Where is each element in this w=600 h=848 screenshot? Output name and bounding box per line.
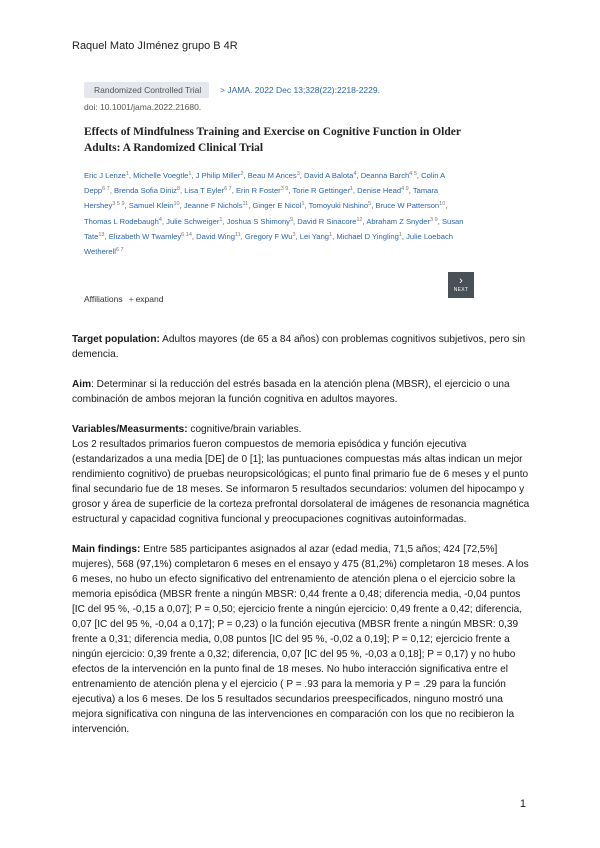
chevron-right-icon: >	[220, 85, 225, 95]
next-label: NEXT	[453, 287, 469, 293]
article-card	[72, 72, 480, 312]
author-affiliation-sup[interactable]: 6 7	[115, 247, 124, 254]
author-affiliation-sup[interactable]: 4 5	[409, 171, 417, 177]
author-separator: ,	[408, 186, 413, 196]
author-affiliation-sup[interactable]: 4	[158, 216, 162, 223]
author-separator: ,	[288, 186, 293, 196]
author-separator: ,	[362, 216, 367, 226]
journal-citation[interactable]	[220, 82, 380, 98]
author-link[interactable]: Julie Schweiger	[166, 216, 220, 226]
author-affiliation-sup[interactable]: 10	[173, 201, 180, 208]
findings-text: Entre 585 participantes asignados al azar (edad media, 71,5 años; 424 [72,5%] mujeres), 568 (97,1%) completaron 6 meses en el ensayo y 475 (81,2%) completaron 18 meses. A los 6 meses, no hubo un efecto significativo del entrenamiento de atención plena o el ejercicio sobre la memoria episódica (MBSR frente a ningún MBSR: 0,44 frente a 0,48; diferencia media, -0,04 puntos [IC del 95 %, -0,15 a 0,07]; P = 0,50; ejercicio frente a ningún ejercicio: 0,49 frente a 0,42; diferencia, 0,07 [IC del 95 %, -0,04 a 0,17]; P = 0,23) o la función ejecutiva (MBSR frente a ningún MBSR: 0,39 frente a 0,31; diferencia media, 0,08 puntos [IC del 95 %, -0,02 a 0,19]; P = 0,12; ejercicio frente a ningún ejercicio: 0,39 frente a 0,32; diferencia, 0,07 [IC del 95 %, -0,03 a 0,18]; P = 0,17) y no hubo efectos de la intervención en la punto final de 18 meses. No hubo interacción significativa entre el entrenamiento de atención plena y el ejercicio ( P = .93 para la memoria y P = .29 para la función ejecutiva) a los 6 meses. De los 5 resultados secundarios preespecificados, ninguno mostró una mejora significativa con ninguna de las intervenciones en comparación con los que no recibieron la intervención.	[72, 544, 529, 735]
author-separator: ,	[191, 231, 197, 241]
target-population	[72, 332, 532, 362]
author-affiliation-sup[interactable]: 5	[368, 201, 372, 208]
page-number: 1	[519, 798, 526, 810]
author-separator: ,	[240, 231, 245, 241]
author-link[interactable]: Lisa T Eyler	[184, 186, 225, 196]
author-link[interactable]: Tomoyuki Nishino	[308, 201, 369, 211]
author-affiliation-sup[interactable]: 6 7	[102, 186, 110, 193]
author-link[interactable]: Tamara Hershey	[84, 186, 439, 211]
author-affiliation-sup[interactable]: 3	[296, 171, 300, 177]
main-findings	[72, 542, 532, 737]
target-text: Adultos mayores (de 65 a 84 años) con problemas cognitivos subjetivos, pero sin demencia.	[72, 334, 526, 360]
author-affiliation-sup[interactable]: 10	[439, 201, 446, 208]
author-separator: ,	[332, 231, 337, 241]
author-affiliation-sup[interactable]: 3 9	[430, 216, 438, 223]
author-list	[84, 168, 464, 259]
author-link[interactable]: Jeanne F Nichols	[183, 201, 243, 211]
author-affiliation-sup[interactable]: 11	[242, 201, 249, 208]
author-separator: ,	[179, 201, 184, 211]
author-separator: ,	[124, 201, 129, 211]
author-separator: ,	[109, 186, 115, 196]
author-separator: ,	[222, 216, 227, 226]
author-link[interactable]: Susan Tate	[84, 216, 464, 241]
author-affiliation-sup[interactable]: 1	[188, 171, 192, 177]
variables-text: Los 2 resultados primarios fueron compuestos de memoria episódica y función ejecutiva (estandarizados a una media [DE] de 0 [1]; las puntuaciones compuestas más altas indican un mejor rendimiento cognitivo) de pruebas neuropsicológicas; el punto final primario fue de 6 meses y el punto final secundario fue de 18 meses. Se informaron 5 resultados secundarios: volumen del hipocampo y grosor y área de superficie de la corteza prefrontal dorsolateral de imágenes de resonancia magnética estructural y capacidad cognitiva funcional y preocupaciones cognitivas autoinformadas.	[72, 439, 530, 525]
author-separator: ,	[371, 201, 376, 211]
author-separator: ,	[191, 171, 196, 180]
author-link[interactable]: Lei Yang	[299, 231, 330, 241]
author-link[interactable]: Colin A Depp	[84, 171, 445, 196]
author-affiliation-sup[interactable]: 9	[289, 216, 294, 223]
plus-icon[interactable]: +	[128, 294, 134, 304]
author-link[interactable]: Michael D Yingling	[336, 231, 399, 241]
author-affiliation-sup[interactable]: 4	[353, 171, 357, 177]
doi: doi: 10.1001/jama.2022.21680.	[84, 102, 202, 112]
author-separator: ,	[352, 186, 358, 196]
author-link[interactable]: Thomas L Rodebaugh	[84, 216, 159, 226]
author-link[interactable]: Julie Loebach Wetherell	[84, 231, 453, 257]
affiliations-label: Affiliations	[84, 294, 123, 304]
author-link[interactable]: Eric J Lenze	[84, 171, 126, 180]
author-link[interactable]: David R Sinacore	[297, 216, 357, 226]
author-link[interactable]: Michelle Voegtle	[133, 171, 189, 180]
author-separator: ,	[445, 201, 448, 211]
author-separator: ,	[128, 171, 134, 180]
author-affiliation-sup[interactable]: 8	[176, 186, 181, 193]
variables	[72, 422, 532, 527]
author-affiliation-sup[interactable]: 1	[301, 201, 305, 208]
target-label: Target population:	[72, 334, 160, 345]
author-affiliation-sup[interactable]: 3 5 9	[112, 201, 125, 208]
author-affiliation-sup[interactable]: 1	[219, 216, 223, 223]
author-separator: ,	[299, 171, 304, 180]
author-affiliation-sup[interactable]: 1	[398, 231, 402, 238]
next-button[interactable]	[448, 272, 474, 298]
author-link[interactable]: David Wing	[196, 231, 235, 241]
author-separator: ,	[248, 201, 253, 211]
author-affiliation-sup[interactable]: 4 9	[401, 186, 409, 193]
author-affiliation-sup[interactable]: 12	[356, 216, 363, 223]
page-header: Raquel Mato JIménez grupo B 4R	[72, 40, 238, 52]
author-link[interactable]: Gregory F Wu	[244, 231, 293, 241]
author-separator: ,	[293, 216, 298, 226]
author-affiliation-sup[interactable]: 13	[98, 231, 105, 238]
author-link[interactable]: Beau M Ances	[247, 171, 297, 180]
summary-body	[72, 332, 532, 752]
author-link[interactable]: Deanna Barch	[360, 171, 410, 180]
author-affiliation-sup[interactable]: 1	[349, 186, 353, 193]
author-link[interactable]: Bruce W Patterson	[375, 201, 440, 211]
author-separator: ,	[231, 186, 236, 196]
author-separator: ,	[401, 231, 407, 241]
author-separator: ,	[180, 186, 185, 196]
author-affiliation-sup[interactable]: 6 7	[224, 186, 232, 193]
findings-label: Main findings:	[72, 544, 141, 555]
author-separator: ,	[437, 216, 442, 226]
author-link[interactable]: Elizabeth W Twamley	[108, 231, 182, 241]
author-affiliation-sup[interactable]: 6 14	[181, 231, 192, 238]
author-link[interactable]: Denise Head	[357, 186, 402, 196]
author-affiliation-sup[interactable]: 1	[329, 231, 333, 238]
author-affiliation-sup[interactable]: 1	[125, 171, 129, 177]
variables-intro: cognitive/brain variables.	[190, 424, 302, 435]
author-separator: ,	[161, 216, 167, 226]
author-link[interactable]: Erin R Foster	[235, 186, 281, 196]
expand-link[interactable]: expand	[135, 294, 164, 304]
aim-text: : Determinar si la reducción del estrés basada en la atención plena (MBSR), el ejercicio o una combinación de ambos mejoran la función cognitiva en adultos mayores.	[72, 379, 510, 405]
variables-label: Variables/Measurments:	[72, 424, 188, 435]
citation-text: JAMA. 2022 Dec 13;328(22):2218-2229.	[227, 85, 380, 95]
author-separator: ,	[304, 201, 309, 211]
aim-label: Aim	[72, 379, 92, 390]
author-affiliation-sup[interactable]: 11	[234, 231, 241, 238]
author-link[interactable]: Brenda Sofia Diniz	[114, 186, 177, 196]
author-separator: ,	[243, 171, 248, 180]
author-link[interactable]: Samuel Klein	[128, 201, 174, 211]
article-title: Effects of Mindfulness Training and Exercise on Cognitive Function in Older Adults: A Randomized Clinical Trial	[84, 126, 461, 154]
author-separator: ,	[104, 231, 109, 241]
author-link[interactable]: Torie R Gettinger	[292, 186, 350, 196]
article-type-tag[interactable]: Randomized Controlled Trial	[84, 82, 209, 98]
author-link[interactable]: Joshua S Shimony	[226, 216, 290, 226]
author-link[interactable]: David A Balota	[304, 171, 354, 180]
author-link[interactable]: J Philip Miller	[195, 171, 241, 180]
author-link[interactable]: Ginger E Nicol	[252, 201, 302, 211]
chevron-right-icon: ›	[459, 275, 463, 287]
author-separator: ,	[356, 171, 361, 180]
author-separator: ,	[295, 231, 300, 241]
author-separator: ,	[416, 171, 422, 180]
affiliations-row	[84, 294, 163, 304]
author-affiliation-sup[interactable]: 2	[240, 171, 244, 177]
author-link[interactable]: Abraham Z Snyder	[366, 216, 431, 226]
author-affiliation-sup[interactable]: 3 9	[280, 186, 289, 193]
aim	[72, 377, 532, 407]
author-affiliation-sup[interactable]: 3	[292, 231, 296, 238]
